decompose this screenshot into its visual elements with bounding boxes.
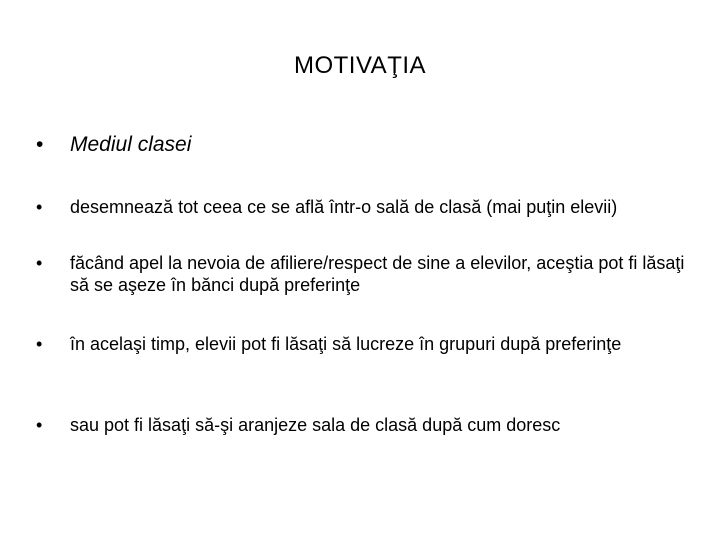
- bullet-item: [36, 414, 696, 436]
- bullet-text: desemnează tot ceea ce se află într-o sală de clasă (mai puţin elevii): [70, 197, 618, 217]
- bullet-marker: •: [36, 197, 43, 217]
- bullet-item: [36, 333, 696, 355]
- bullet-text: făcând apel la nevoia de afiliere/respect de sine a elevilor, aceştia pot fi lăsaţi să se aşeze în bănci după preferinţe: [70, 253, 685, 295]
- bullet-text: în acelaşi timp, elevii pot fi lăsaţi să lucreze în grupuri după preferinţe: [70, 334, 622, 354]
- bullet-item: [36, 196, 696, 218]
- bullet-marker: •: [36, 133, 44, 156]
- bullet-text: sau pot fi lăsaţi să-şi aranjeze sala de clasă după cum doresc: [70, 415, 561, 435]
- slide-title: MOTIVAŢIA: [293, 52, 427, 79]
- bullet-marker: •: [36, 415, 43, 435]
- bullet-marker: •: [36, 334, 43, 354]
- bullet-item: [36, 252, 696, 296]
- bullet-heading-text: Mediul clasei: [70, 133, 192, 156]
- bullet-marker: •: [36, 253, 43, 273]
- bullet-item-heading: [36, 132, 696, 158]
